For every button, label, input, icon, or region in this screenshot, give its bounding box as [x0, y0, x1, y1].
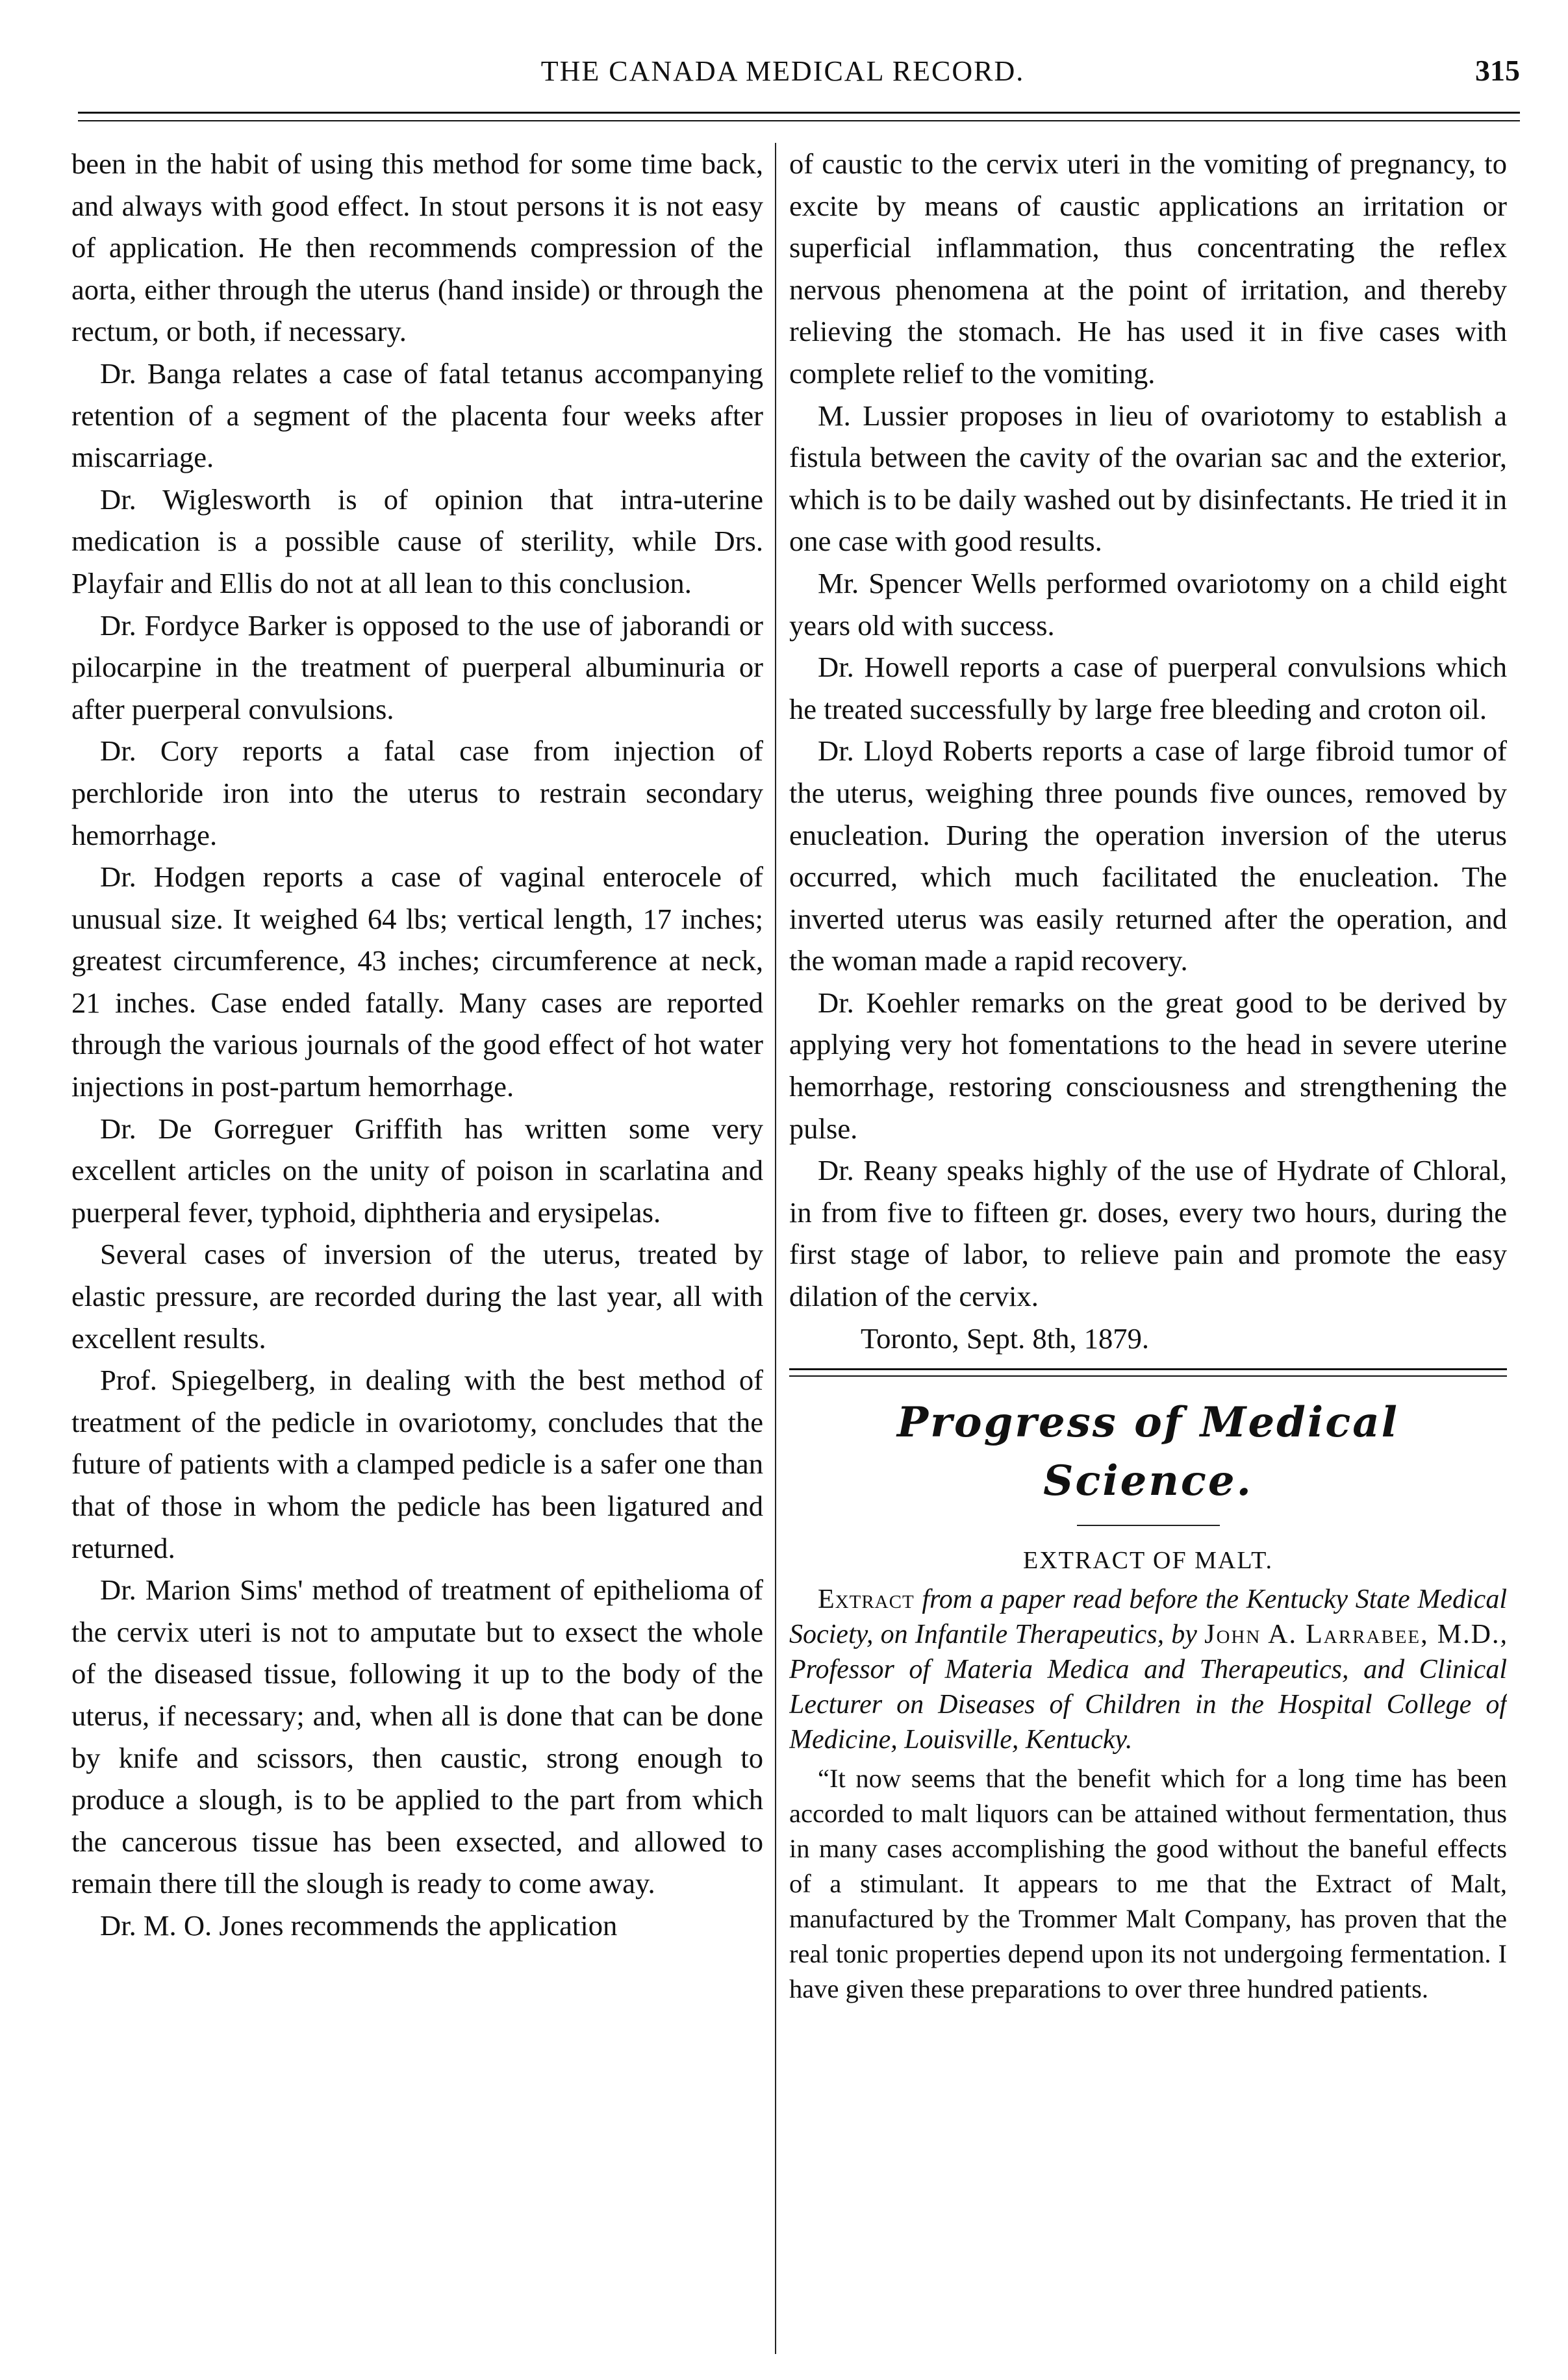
paragraph: Dr. Wiglesworth is of opinion that intra-uterine medication is a possible cause of sterility, while Drs. Playfair and Ellis do not at all lean to this conclusion.: [71, 482, 763, 599]
page-number: 315: [1475, 54, 1520, 87]
page-header: [45, 39, 1520, 91]
column-divider: [775, 143, 776, 2354]
paragraph: Prof. Spiegelberg, in dealing with the best method of treatment of the pedicle in ovariotomy, concludes that the future of patients with a clamped pedicle is a safer one than that of those in whom the pedicle has been ligatured and returned.: [71, 1364, 763, 1564]
paragraph: Several cases of inversion of the uterus, treated by elastic pressure, are recorded during the last year, all with excellent results.: [71, 1238, 763, 1355]
running-title: THE CANADA MEDICAL RECORD.: [540, 55, 1025, 87]
paragraph: M. Lussier proposes in lieu of ovariotomy to establish a fistula between the cavity of the ovarian sac and the exterior, which is to be daily washed out by disinfectants. He tried it in one case with good results.: [789, 399, 1507, 558]
signoff: Toronto, Sept. 8th, 1879.: [861, 1322, 1150, 1355]
article-author: John A. Larrabee, M.D.: [1204, 1620, 1500, 1650]
paragraph: Dr. Howell reports a case of puerperal convulsions which he treated successfully by large free bleeding and croton oil.: [789, 651, 1507, 725]
paragraph: been in the habit of using this method for some time back, and always with good effect. In stout persons it is not easy of application. He then recommends compression of the aorta, either through the uterus (hand inside) or through the rectum, or both, if necessary.: [71, 147, 763, 348]
paragraph: Dr. Hodgen reports a case of vaginal enterocele of unusual size. It weighed 64 lbs; vertical length, 17 inches; greatest circumference, 43 inches; circumference at neck, 21 inches. Case ended fatally. Many cases are reported through the various journals of the good effect of hot water injections in post-partum hemorrhage.: [71, 860, 763, 1103]
paragraph: Dr. Lloyd Roberts reports a case of large fibroid tumor of the uterus, weighing three pounds five ounces, removed by enucleation. During the operation inversion of the uterus occurred, which much facilitated the enucleation. The inverted uterus was easily returned after the operation, and the woman made a rapid recovery.: [789, 734, 1507, 977]
paragraph: Dr. Koehler remarks on the great good to be derived by applying very hot fomentations to the head in severe uterine hemorrhage, restoring consciousness and strengthening the pulse.: [789, 986, 1507, 1145]
article-title: EXTRACT OF MALT.: [1023, 1547, 1273, 1575]
paragraph: Dr. Banga relates a case of fatal tetanus accompanying retention of a segment of the placenta four weeks after miscarriage.: [71, 357, 763, 474]
author-affiliation: , Professor of Materia Medica and Therapeutics, and Clinical Lecturer on Diseases of Children in the Hospital College of Medicine, Louisville, Kentucky.: [789, 1620, 1507, 1755]
abstract-source: from a paper read before the Kentucky State Medical Society, on Infantile Therapeutics, by: [789, 1585, 1507, 1650]
divider: [1077, 1525, 1220, 1526]
left-column: [71, 143, 763, 2364]
paragraph: Dr. Marion Sims' method of treatment of epithelioma of the cervix uteri is not to amputate but to exsect the whole of the diseased tissue, following it up to the body of the uterus, if necessary; and, when all is done that can be done by knife and scissors, then caustic, strong enough to produce a slough, is to be applied to the part from which the cancerous tissue has been exsected, and allowed to remain there till the slough is ready to come away.: [71, 1573, 763, 1900]
abstract-lead: Extract: [818, 1585, 915, 1615]
paragraph: Mr. Spencer Wells performed ovariotomy on a child eight years old with success.: [789, 566, 1507, 642]
paragraph: of caustic to the cervix uteri in the vomiting of pregnancy, to excite by means of caustic applications an irritation or superficial inflammation, thus concentrating the reflex nervous phenomena at the point of irritation, and thereby relieving the stomach. He has used it in five cases with complete relief to the vomiting.: [789, 147, 1507, 390]
section-title: Progress of Medical Science.: [897, 1398, 1399, 1506]
paragraph: Dr. Cory reports a fatal case from injection of perchloride iron into the uterus to restrain secondary hemorrhage.: [71, 734, 763, 851]
article-body: “It now seems that the benefit which for a long time has been accorded to malt liquors can be attained without fermentation, thus in many cases accomplishing the good without the baneful effects of a stimulant. It appears to me that the Extract of Malt, manufactured by the Trommer Malt Company, has proven that the real tonic properties depend upon its not undergoing fermentation. I have given these preparations to over three hundred patients.: [789, 1764, 1507, 2004]
paragraph: Dr. Reany speaks highly of the use of Hydrate of Chloral, in from five to fifteen gr. doses, every two hours, during the first stage of labor, to relieve pain and promote the easy dilation of the cervix.: [789, 1154, 1507, 1313]
paragraph: Dr. De Gorreguer Griffith has written some very excellent articles on the unity of poison in scarlatina and puerperal fever, typhoid, diphtheria and erysipelas.: [71, 1112, 763, 1229]
paragraph: Dr. Fordyce Barker is opposed to the use of jaborandi or pilocarpine in the treatment of puerperal albuminuria or after puerperal convulsions.: [71, 608, 763, 725]
right-column: [789, 143, 1507, 2364]
section-rule: [789, 1368, 1507, 1377]
article-abstract: [789, 1582, 1507, 1757]
paragraph: Dr. M. O. Jones recommends the application: [100, 1909, 618, 1942]
header-rule: [78, 112, 1520, 121]
